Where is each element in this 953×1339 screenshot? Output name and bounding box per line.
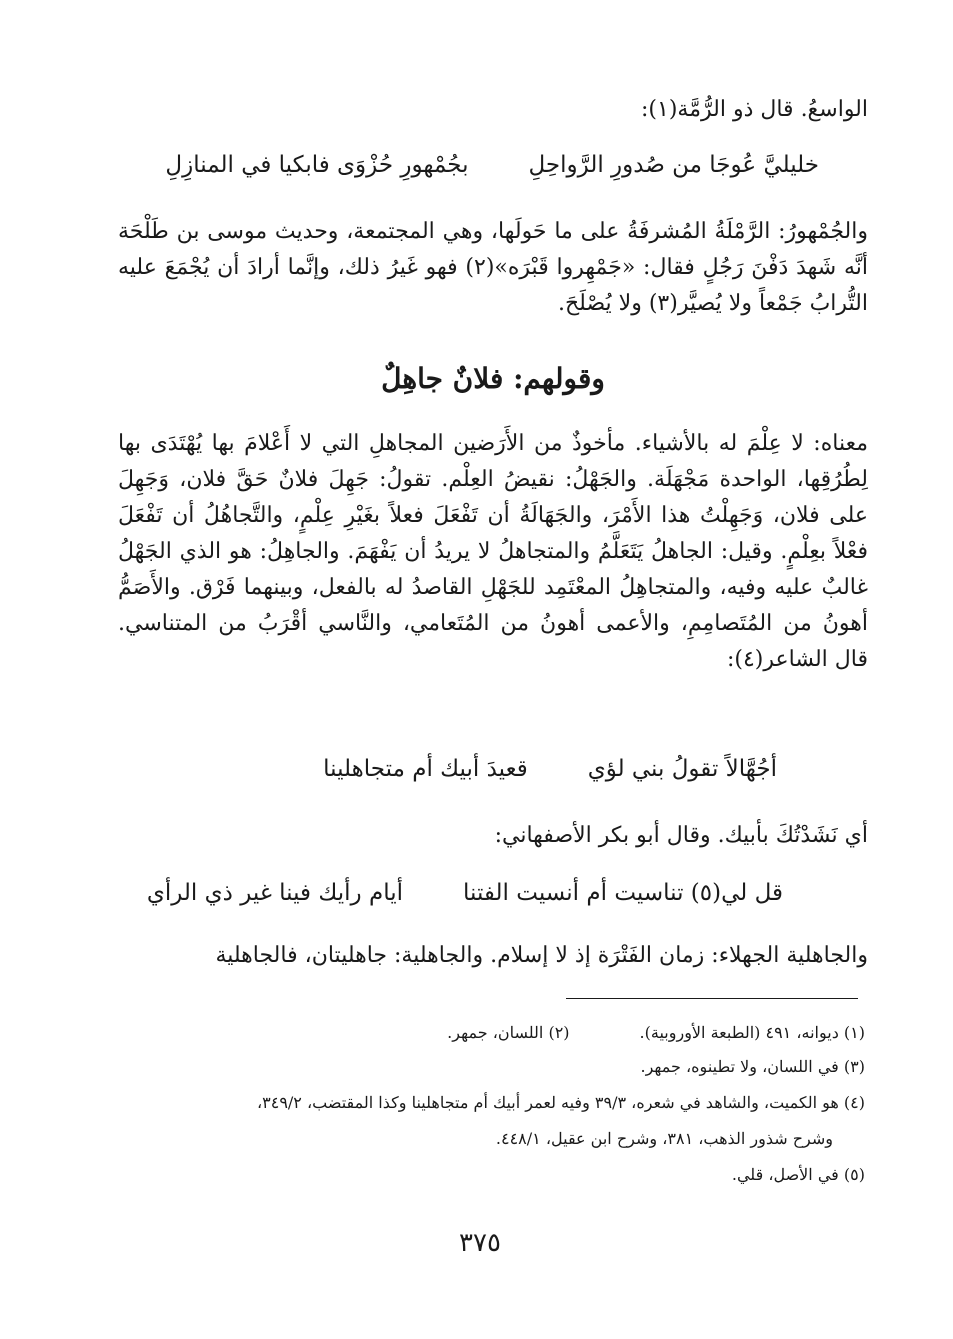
verse-hemistich-second: بجُمْهورِ حُزْوَى فابكيا في المنازِلِ	[165, 152, 469, 178]
footnote-5: (٥) في الأصل، قلي.	[731, 1165, 865, 1184]
verse-isfahani	[147, 880, 783, 906]
verse-hemistich-first: أجُهَّالاً تقولُ بني لؤي	[587, 756, 777, 782]
footnote-row-1	[447, 1022, 865, 1044]
verse-kumayt	[323, 756, 777, 782]
footnote-1: (١) ديوانه، ٤٩١ (الطبعة الأوروبية).	[639, 1023, 865, 1042]
page-number: ٣٧٥	[459, 1228, 501, 1258]
verse-hemistich-second: قعيدَ أبيك أم متجاهلينا	[323, 756, 528, 782]
paragraph-jahil: معناه: لا عِلْمَ له بالأشياء. مأخوذٌ من الأَرَضين المجاهلِ التي لا أَعْلامَ بها يُهْتَدَى بها لِطُرُقِها، الواحدة مَجْهَلَة. والجَهْلُ: نقيضُ العِلْم. تقولُ: جَهِلَ فلانٌ حَقَّ فلان، وَجَهِلَ على فلان، وَجَهِلْتُ هذا الأَمْرَ، والجَهَالَةُ أن تَفْعَلَ فعلاً بغَيْرِ عِلْمٍ، والتَّجاهُلُ أن تَفْعَلَ فعْلاً بعِلْمٍ. وقيل: الجاهلُ يَتَعَلَّمُ والمتجاهلُ لا يريدُ أن يَفْهَمَ. والجاهِلُ: هو الذي الجَهْلُ غالبٌ عليه وفيه، والمتجاهِلُ المعْتَمِد للجَهْلِ القاصدُ له بالفعل، وبينهما فَرْق. والأَصَمُّ أهونُ من المُتَصامِمِ، والأعمى أهونُ من المُتَعامي، والنَّاسي أقْرَبُ من المتناسي. قال الشاعر(٤):	[118, 431, 868, 672]
paragraph-intro: الواسعُ. قال ذو الرُّمَّة(١):	[641, 97, 868, 122]
footnote-divider	[566, 998, 858, 999]
footnote-3: (٣) في اللسان، ولا تطينوه، جمهر.	[640, 1057, 865, 1076]
section-heading: وقولهم: فلانٌ جاهِلٌ	[381, 362, 605, 395]
verse-hemistich-second: أيام رأيك فينا غير ذي الرأي	[146, 880, 403, 906]
paragraph-nashad: أي نَشَدْتُكَ بأبيك. وقال أبو بكر الأصفهاني:	[494, 823, 868, 848]
footnote-2: (٢) اللسان، جمهر.	[447, 1023, 570, 1042]
paragraph-jahiliyya: والجاهلية الجهلاء: زمان الفَتْرَة إذ لا إسلام. والجاهلية: جاهليتان، فالجاهلية	[215, 943, 868, 968]
footnote-4: (٤) هو الكميت، والشاهد في شعره، ٣٩/٣ وفيه لعمر أبيك أم متجاهلينا وكذا المقتضب، ٣٤٩/٢،	[256, 1093, 865, 1112]
paragraph-jumhur: والجُمْهورُ: الرَّمْلَةُ المُشرفَةُ على ما حَولَها، وهي المجتمعة، وحديث موسى بن طَلْحَة أنَّه شَهدَ دَفْنَ رَجُلٍ فقال: «جَمْهِروا قَبْرَه»(٢) فهو غَيرُ ذلك، وإنَّما أرادَ أن يُجْمَعَ عليه التُّرابُ جَمْعاً ولا يُصيَّر(٣) ولا يُصْلَحَ.	[118, 219, 868, 316]
footnote-4-continued: وشرح شذور الذهب، ٣٨١، وشرح ابن عقيل، ٤٤٨/١.	[495, 1129, 833, 1148]
verse-hemistich-first: قل لي(٥) تناسيت أم أنسيت الفتنا	[463, 880, 783, 906]
verse-hemistich-first: خليليَّ عُوجَا من صُدورِ الرَّواحِلِ	[528, 152, 819, 178]
verse-dhu-al-rumma	[165, 152, 819, 178]
